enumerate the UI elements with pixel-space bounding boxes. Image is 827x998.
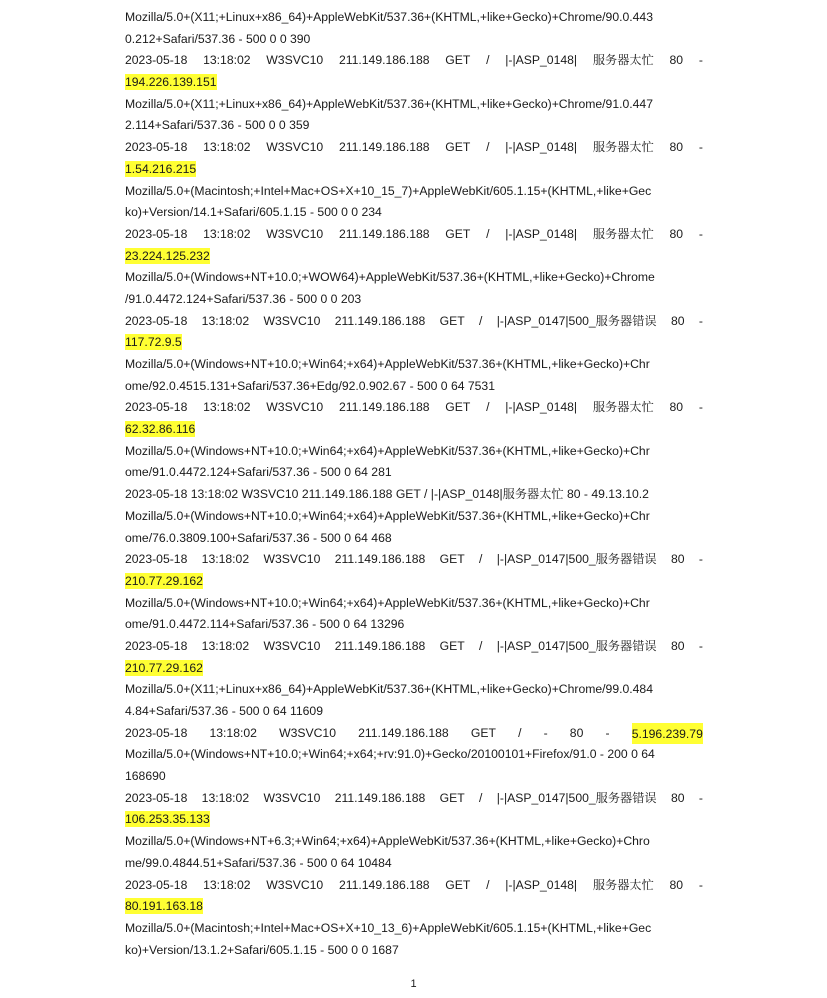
log-field: 80 xyxy=(670,790,685,805)
log-field: |-|ASP_0148| xyxy=(505,400,578,415)
log-text: Mozilla/5.0+(X11;+Linux+x86_64)+AppleWebKit/537.36+(KHTML,+like+Gecko)+Chrome/99.0.484 xyxy=(125,682,653,697)
log-field: 13:18:02 xyxy=(203,877,251,892)
highlighted-ip: 1.54.216.215 xyxy=(125,161,197,176)
log-field: 2023-05-18 xyxy=(125,140,188,155)
log-line xyxy=(125,311,703,333)
log-field: GET xyxy=(439,313,465,328)
log-line xyxy=(125,72,703,94)
log-field: - xyxy=(698,226,703,241)
log-line xyxy=(125,7,703,29)
log-line xyxy=(125,354,703,376)
highlighted-ip: 62.32.86.116 xyxy=(125,422,196,437)
log-field: 13:18:02 xyxy=(201,552,250,567)
log-text: Mozilla/5.0+(X11;+Linux+x86_64)+AppleWebKit/537.36+(KHTML,+like+Gecko)+Chrome/90.0.443 xyxy=(125,10,653,24)
log-field: 服务器太忙 xyxy=(592,877,654,892)
log-field: 2023-05-18 xyxy=(125,400,188,415)
log-line xyxy=(125,593,703,615)
log-field: / xyxy=(486,53,490,68)
log-field: GET xyxy=(470,725,496,740)
log-field: 80 xyxy=(670,313,685,328)
log-field: 服务器太忙 xyxy=(592,226,654,241)
log-line xyxy=(125,809,703,831)
log-field: 2023-05-18 xyxy=(125,790,188,805)
log-field: 211.149.186.188 xyxy=(334,313,426,328)
log-line xyxy=(125,766,703,788)
log-field: 80 xyxy=(669,400,684,415)
log-field: - xyxy=(698,877,703,892)
log-line xyxy=(125,289,703,311)
highlighted-ip: 80.191.163.18 xyxy=(125,899,203,914)
log-field: 211.149.186.188 xyxy=(358,725,449,740)
log-field: W3SVC10 xyxy=(263,790,321,805)
log-text: Mozilla/5.0+(X11;+Linux+x86_64)+AppleWebKit/537.36+(KHTML,+like+Gecko)+Chrome/91.0.447 xyxy=(125,96,653,111)
log-line xyxy=(125,679,703,701)
log-field: 80 xyxy=(669,226,684,241)
log-line xyxy=(125,50,703,72)
log-text: Mozilla/5.0+(Windows+NT+6.3;+Win64;+x64)+AppleWebKit/537.36+(KHTML,+like+Gecko)+Chro xyxy=(125,834,650,849)
log-field: 80 xyxy=(670,638,685,653)
log-field: |-|ASP_0147|500_服务器错误 xyxy=(496,790,657,805)
log-field: - xyxy=(698,140,703,155)
log-field: |-|ASP_0147|500_服务器错误 xyxy=(496,638,657,653)
log-field: |-|ASP_0148| xyxy=(505,140,578,155)
log-field: 13:18:02 xyxy=(203,53,251,68)
log-text: ome/92.0.4515.131+Safari/537.36+Edg/92.0.902.67 - 500 0 64 7531 xyxy=(125,378,495,393)
log-field: 80 xyxy=(669,877,684,892)
log-field: 80 xyxy=(569,725,584,740)
log-field: 80 xyxy=(669,140,684,155)
log-field: 13:18:02 xyxy=(203,140,251,155)
log-line xyxy=(125,636,703,658)
log-line xyxy=(125,137,703,159)
log-field: W3SVC10 xyxy=(266,140,324,155)
log-field: / xyxy=(486,226,490,241)
log-field: 服务器太忙 xyxy=(592,140,654,155)
log-field: / xyxy=(518,725,522,740)
log-line xyxy=(125,484,703,506)
log-field: W3SVC10 xyxy=(263,552,321,567)
log-field: GET xyxy=(439,638,465,653)
log-text: 2023-05-18 13:18:02 W3SVC10 211.149.186.188 GET / |-|ASP_0148|服务器太忙 80 - 49.13.10.2 xyxy=(125,487,649,502)
log-line xyxy=(125,571,703,593)
log-text: 2.114+Safari/537.36 - 500 0 0 359 xyxy=(125,118,310,133)
log-text: 0.212+Safari/537.36 - 500 0 0 390 xyxy=(125,31,311,46)
log-text: me/99.0.4844.51+Safari/537.36 - 500 0 64 10484 xyxy=(125,855,392,870)
log-line xyxy=(125,181,703,203)
log-field: 2023-05-18 xyxy=(125,226,188,241)
log-line xyxy=(125,332,703,354)
log-field: / xyxy=(486,140,490,155)
log-line xyxy=(125,29,703,51)
log-text: Mozilla/5.0+(Windows+NT+10.0;+Win64;+x64)+AppleWebKit/537.36+(KHTML,+like+Gecko)+Chr xyxy=(125,443,650,458)
log-text: Mozilla/5.0+(Windows+NT+10.0;+Win64;+x64)+AppleWebKit/537.36+(KHTML,+like+Gecko)+Chr xyxy=(125,357,650,371)
log-field: 211.149.186.188 xyxy=(334,552,426,567)
log-text: /91.0.4472.124+Safari/537.36 - 500 0 0 203 xyxy=(125,291,362,306)
log-line xyxy=(125,549,703,571)
log-field: W3SVC10 xyxy=(266,400,324,415)
log-field: - xyxy=(698,790,703,805)
log-field: / xyxy=(479,638,483,653)
log-line xyxy=(125,723,703,745)
log-line xyxy=(125,246,703,268)
log-field: / xyxy=(486,400,490,415)
log-field: W3SVC10 xyxy=(279,725,336,740)
log-field: |-|ASP_0147|500_服务器错误 xyxy=(496,552,657,567)
log-field: |-|ASP_0147|500_服务器错误 xyxy=(496,313,657,328)
log-field: 服务器太忙 xyxy=(592,53,654,68)
log-line xyxy=(125,159,703,181)
log-text-block xyxy=(125,7,703,961)
log-text: 4.84+Safari/537.36 - 500 0 64 11609 xyxy=(125,704,323,718)
log-line xyxy=(125,506,703,528)
log-line xyxy=(125,267,703,289)
log-field: GET xyxy=(445,877,471,892)
log-text: ome/76.0.3809.100+Safari/537.36 - 500 0 64 468 xyxy=(125,530,392,545)
log-line xyxy=(125,896,703,918)
log-text: ome/91.0.4472.124+Safari/537.36 - 500 0 64 281 xyxy=(125,465,392,480)
log-text: Mozilla/5.0+(Macintosh;+Intel+Mac+OS+X+10_15_7)+AppleWebKit/605.1.15+(KHTML,+like+Gec xyxy=(125,183,652,198)
log-field: 211.149.186.188 xyxy=(338,140,430,155)
log-field: 211.149.186.188 xyxy=(334,638,426,653)
log-field: - xyxy=(698,313,703,328)
log-line xyxy=(125,202,703,224)
log-field: GET xyxy=(439,552,465,567)
log-text: ko)+Version/13.1.2+Safari/605.1.15 - 500 0 0 1687 xyxy=(125,942,399,957)
log-field: 13:18:02 xyxy=(209,725,257,740)
log-field: - xyxy=(698,53,703,68)
log-field: |-|ASP_0148| xyxy=(505,877,578,892)
log-field: 80 xyxy=(669,53,684,68)
log-text: Mozilla/5.0+(Macintosh;+Intel+Mac+OS+X+10_13_6)+AppleWebKit/605.1.15+(KHTML,+like+Gec xyxy=(125,920,652,935)
log-field: - xyxy=(698,552,703,567)
log-field: 211.149.186.188 xyxy=(338,877,430,892)
log-text: Mozilla/5.0+(Windows+NT+10.0;+Win64;+x64)+AppleWebKit/537.36+(KHTML,+like+Gecko)+Chr xyxy=(125,508,650,523)
log-text: ko)+Version/14.1+Safari/605.1.15 - 500 0 0 234 xyxy=(125,205,382,220)
highlighted-ip: 5.196.239.79 xyxy=(632,723,703,745)
log-line xyxy=(125,875,703,897)
log-line xyxy=(125,397,703,419)
log-field: GET xyxy=(445,140,471,155)
log-line xyxy=(125,115,703,137)
log-field: W3SVC10 xyxy=(263,313,321,328)
log-field: GET xyxy=(445,400,471,415)
log-field: GET xyxy=(439,790,465,805)
log-field: |-|ASP_0148| xyxy=(505,226,578,241)
log-field: 211.149.186.188 xyxy=(338,226,430,241)
log-field: 服务器太忙 xyxy=(592,400,654,415)
log-field: W3SVC10 xyxy=(266,226,324,241)
log-line xyxy=(125,462,703,484)
log-text: Mozilla/5.0+(Windows+NT+10.0;+Win64;+x64)+AppleWebKit/537.36+(KHTML,+like+Gecko)+Chr xyxy=(125,595,650,610)
log-field: - xyxy=(543,725,548,740)
highlighted-ip: 210.77.29.162 xyxy=(125,660,203,675)
log-field: 211.149.186.188 xyxy=(338,53,430,68)
log-text: ome/91.0.4472.114+Safari/537.36 - 500 0 64 13296 xyxy=(125,617,405,632)
log-line xyxy=(125,788,703,810)
log-field: 2023-05-18 xyxy=(125,725,188,740)
highlighted-ip: 210.77.29.162 xyxy=(125,573,203,588)
log-field: / xyxy=(486,877,490,892)
log-field: 211.149.186.188 xyxy=(338,400,430,415)
log-line xyxy=(125,744,703,766)
log-line xyxy=(125,441,703,463)
log-field: / xyxy=(479,552,483,567)
log-field: 2023-05-18 xyxy=(125,53,188,68)
highlighted-ip: 23.224.125.232 xyxy=(125,248,210,263)
log-field: 2023-05-18 xyxy=(125,552,188,567)
page-number: 1 xyxy=(410,978,417,990)
log-field: 13:18:02 xyxy=(201,790,250,805)
log-line xyxy=(125,94,703,116)
log-field: GET xyxy=(445,226,471,241)
log-field: 2023-05-18 xyxy=(125,638,188,653)
log-text: Mozilla/5.0+(Windows+NT+10.0;+Win64;+x64;+rv:91.0)+Gecko/20100101+Firefox/91.0 - 200 0 64 xyxy=(125,747,655,762)
log-line xyxy=(125,528,703,550)
log-field: 13:18:02 xyxy=(203,400,251,415)
log-line xyxy=(125,918,703,940)
log-field: 13:18:02 xyxy=(201,313,250,328)
log-field: 2023-05-18 xyxy=(125,313,188,328)
log-field: 2023-05-18 xyxy=(125,877,188,892)
log-field: 211.149.186.188 xyxy=(334,790,426,805)
log-field: / xyxy=(479,313,483,328)
log-field: W3SVC10 xyxy=(266,877,324,892)
log-field: 13:18:02 xyxy=(203,226,251,241)
log-line xyxy=(125,853,703,875)
log-field: - xyxy=(698,400,703,415)
log-field: GET xyxy=(445,53,471,68)
log-line xyxy=(125,658,703,680)
log-field: 13:18:02 xyxy=(201,638,250,653)
log-field: W3SVC10 xyxy=(266,53,324,68)
highlighted-ip: 117.72.9.5 xyxy=(125,335,182,350)
log-line xyxy=(125,940,703,962)
log-line xyxy=(125,701,703,723)
log-line xyxy=(125,224,703,246)
log-field: |-|ASP_0148| xyxy=(505,53,578,68)
log-field: W3SVC10 xyxy=(263,638,321,653)
log-field: - xyxy=(698,638,703,653)
log-field: 80 xyxy=(670,552,685,567)
log-line xyxy=(125,614,703,636)
highlighted-ip: 194.226.139.151 xyxy=(125,75,217,90)
log-text: Mozilla/5.0+(Windows+NT+10.0;+WOW64)+AppleWebKit/537.36+(KHTML,+like+Gecko)+Chrome xyxy=(125,270,655,285)
log-text: 168690 xyxy=(125,769,166,784)
log-field: / xyxy=(479,790,483,805)
log-field: - xyxy=(605,725,610,740)
log-line xyxy=(125,831,703,853)
log-line xyxy=(125,419,703,441)
highlighted-ip: 106.253.35.133 xyxy=(125,812,210,827)
log-line xyxy=(125,376,703,398)
